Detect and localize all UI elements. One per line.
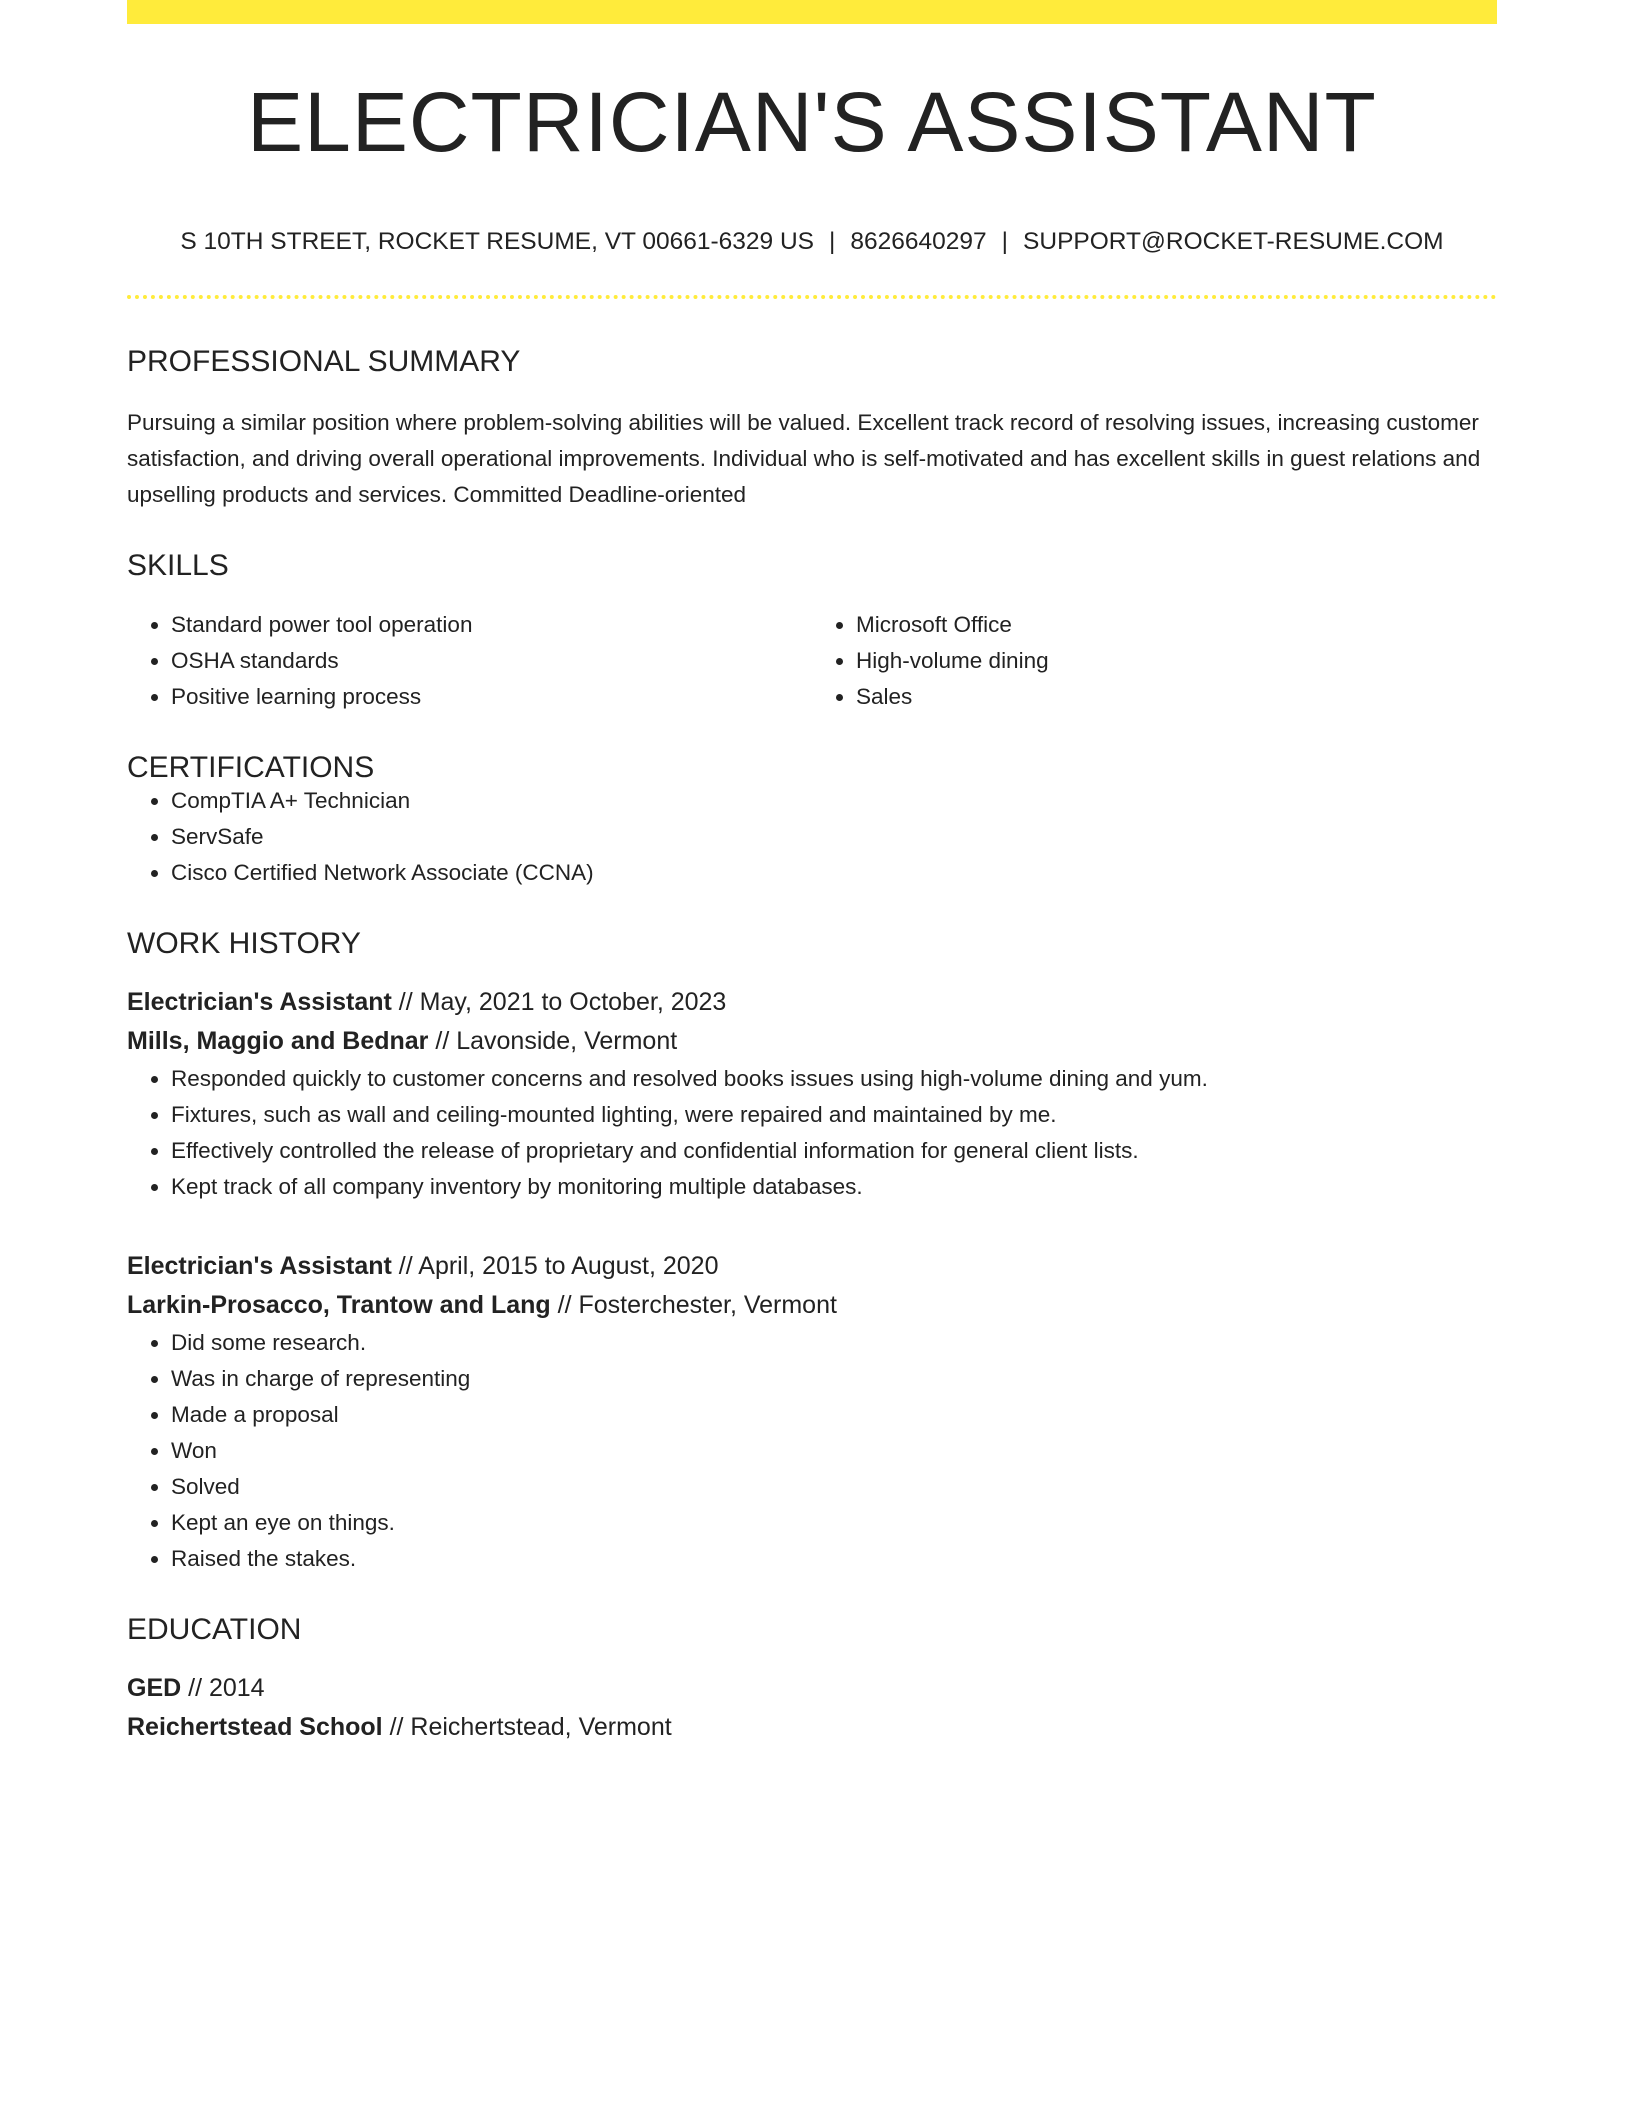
skill-item: • High-volume dining [856, 643, 1497, 679]
education-heading: EDUCATION [127, 1612, 302, 1646]
duty-item: • Kept an eye on things. [171, 1505, 1497, 1541]
job-entry [127, 983, 1497, 1061]
job-duties-list [127, 1325, 1497, 1577]
job-entry [127, 1247, 1497, 1325]
contact-address: S 10TH STREET, ROCKET RESUME, VT 00661-6329 US [180, 228, 815, 255]
job-location: // Fosterchester, Vermont [550, 1290, 837, 1319]
contact-separator: | [829, 228, 836, 255]
duty-item: • Did some research. [171, 1325, 1497, 1361]
certifications-heading: CERTIFICATIONS [127, 750, 375, 784]
duty-item: • Responded quickly to customer concerns and resolved books issues using high-volume dining and yum. [171, 1061, 1497, 1097]
duty-item: • Won [171, 1433, 1497, 1469]
contact-phone: 8626640297 [850, 228, 987, 255]
job-company-line [127, 1286, 1497, 1325]
certification-item: • ServSafe [171, 819, 1497, 855]
duty-item: • Effectively controlled the release of proprietary and confidential information for general client lists. [171, 1133, 1497, 1169]
job-title-line [127, 983, 1497, 1022]
contact-separator: | [1001, 228, 1009, 255]
job-dates: // April, 2015 to August, 2020 [391, 1251, 719, 1280]
job-company: Mills, Maggio and Bednar [127, 1026, 429, 1055]
duty-item: • Fixtures, such as wall and ceiling-mounted lighting, were repaired and maintained by me. [171, 1097, 1497, 1133]
skill-item: • Standard power tool operation [171, 607, 812, 643]
job-duties-list [127, 1061, 1497, 1205]
summary-heading: PROFESSIONAL SUMMARY [127, 344, 521, 378]
duty-item: • Was in charge of representing [171, 1361, 1497, 1397]
education-entry [127, 1669, 1497, 1747]
skills-heading: SKILLS [127, 548, 229, 582]
education-location: // Reichertstead, Vermont [382, 1712, 672, 1741]
certifications-list [127, 783, 1497, 891]
duty-item: • Raised the stakes. [171, 1541, 1497, 1577]
job-title-line [127, 1247, 1497, 1286]
top-accent-bar [127, 0, 1497, 24]
certification-item: • CompTIA A+ Technician [171, 783, 1497, 819]
resume-title: ELECTRICIAN'S ASSISTANT [247, 75, 1377, 169]
skill-item: • Microsoft Office [856, 607, 1497, 643]
summary-text: Pursuing a similar position where problem-solving abilities will be valued. Excellent track record of resolving issues, increasing customer satisfaction, and driving overall operational improvements. Individual who is self-motivated and has excellent skills in guest relations and upselling products and services. Committed Deadline-oriented [127, 409, 1481, 507]
education-school: Reichertstead School [127, 1712, 383, 1741]
skills-grid [127, 607, 1497, 715]
contact-line [127, 230, 1497, 255]
education-degree: GED [127, 1673, 182, 1702]
education-year: // 2014 [181, 1673, 265, 1702]
skill-item: • Sales [856, 679, 1497, 715]
resume-page [127, 0, 1497, 1747]
job-dates: // May, 2021 to October, 2023 [391, 987, 727, 1016]
job-company-line [127, 1022, 1497, 1061]
duty-item: • Kept track of all company inventory by monitoring multiple databases. [171, 1169, 1497, 1205]
work-history-heading: WORK HISTORY [127, 926, 361, 960]
job-role: Electrician's Assistant [127, 1251, 392, 1280]
education-school-line [127, 1708, 1497, 1747]
skills-list-right [812, 607, 1497, 715]
duty-item: • Made a proposal [171, 1397, 1497, 1433]
contact-email: SUPPORT@ROCKET-RESUME.COM [1023, 228, 1444, 255]
job-company: Larkin-Prosacco, Trantow and Lang [127, 1290, 551, 1319]
duty-item: • Solved [171, 1469, 1497, 1505]
dotted-divider [127, 295, 1497, 299]
certification-item: • Cisco Certified Network Associate (CCNA) [171, 855, 1497, 891]
skill-item: • Positive learning process [171, 679, 812, 715]
job-role: Electrician's Assistant [127, 987, 392, 1016]
education-degree-line [127, 1669, 1497, 1708]
job-location: // Lavonside, Vermont [428, 1026, 678, 1055]
skills-list-left [127, 607, 812, 715]
skill-item: • OSHA standards [171, 643, 812, 679]
